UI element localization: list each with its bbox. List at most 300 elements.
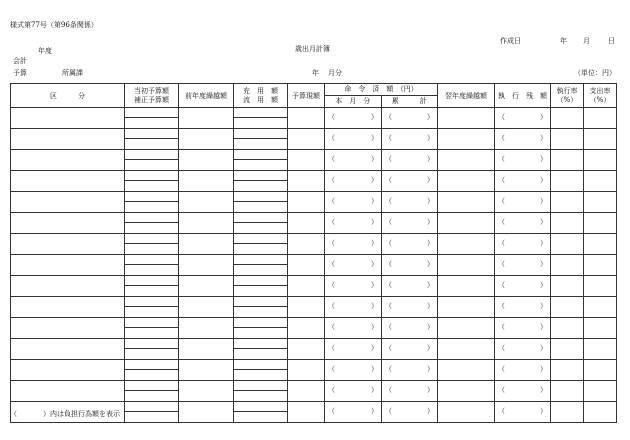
paren-open: （ xyxy=(385,260,392,268)
table-row xyxy=(11,108,617,129)
paren-open: （ xyxy=(498,218,505,226)
cell-execution-rate[interactable] xyxy=(551,318,584,339)
cell-category[interactable] xyxy=(11,192,125,213)
cell-prior-year-carryover[interactable] xyxy=(179,108,234,129)
cell-expenditure-rate[interactable] xyxy=(584,360,617,381)
cell-appropriation-diversion[interactable] xyxy=(234,318,288,339)
header-expenditure-rate: 支出率 （%） xyxy=(584,84,617,108)
paren-open: （ xyxy=(328,176,335,184)
cell-this-month[interactable] xyxy=(325,108,382,129)
footer-note xyxy=(10,411,120,418)
cell-next-year-carryover[interactable] xyxy=(438,276,495,297)
cell-prior-year-carryover[interactable] xyxy=(179,339,234,360)
cell-expenditure-rate[interactable] xyxy=(584,255,617,276)
paren-open: （ xyxy=(385,197,392,205)
paren-close: ） xyxy=(540,113,547,121)
paren-close: ） xyxy=(427,281,434,289)
paren-close: ） xyxy=(427,344,434,352)
cell-next-year-carryover[interactable] xyxy=(438,171,495,192)
paren-open: （ xyxy=(498,302,505,310)
table-row xyxy=(11,171,617,192)
table-row xyxy=(11,318,617,339)
cell-budget-initial-supplementary[interactable] xyxy=(125,381,179,402)
paren-close: ） xyxy=(540,365,547,373)
paren-close: ） xyxy=(540,302,547,310)
cell-budget-initial-supplementary[interactable] xyxy=(125,255,179,276)
cell-budget-initial-supplementary[interactable] xyxy=(125,339,179,360)
cell-execution-balance[interactable] xyxy=(495,402,551,423)
cell-cumulative[interactable] xyxy=(382,234,438,255)
cell-category[interactable] xyxy=(11,234,125,255)
header-cumulative: 累 計 xyxy=(391,97,427,105)
created-month-unit: 月 xyxy=(583,37,590,45)
cell-execution-rate[interactable] xyxy=(551,108,584,129)
cell-execution-rate[interactable] xyxy=(551,129,584,150)
paren-close: ） xyxy=(540,155,547,163)
cell-next-year-carryover[interactable] xyxy=(438,192,495,213)
paren-close: ） xyxy=(371,218,378,226)
cell-category[interactable] xyxy=(11,381,125,402)
paren-open: （ xyxy=(385,155,392,163)
cell-expenditure-rate[interactable] xyxy=(584,339,617,360)
cell-execution-balance[interactable] xyxy=(495,276,551,297)
table-row xyxy=(11,255,617,276)
cell-prior-year-carryover[interactable] xyxy=(179,234,234,255)
cell-prior-year-carryover[interactable] xyxy=(179,129,234,150)
paren-close: ） xyxy=(427,323,434,331)
cell-expenditure-rate[interactable] xyxy=(584,318,617,339)
cell-this-month[interactable] xyxy=(325,402,382,423)
cell-execution-rate[interactable] xyxy=(551,234,584,255)
paren-close: ） xyxy=(427,386,434,394)
paren-close: ） xyxy=(427,176,434,184)
paren-open: （ xyxy=(328,344,335,352)
paren-open: （ xyxy=(498,155,505,163)
cell-expenditure-rate[interactable] xyxy=(584,276,617,297)
cell-next-year-carryover[interactable] xyxy=(438,129,495,150)
table-row xyxy=(11,339,617,360)
cell-this-month[interactable] xyxy=(325,171,382,192)
cell-category[interactable] xyxy=(11,150,125,171)
paren-close: ） xyxy=(540,134,547,142)
cell-budget-initial-supplementary[interactable] xyxy=(125,318,179,339)
cell-current-budget[interactable] xyxy=(288,381,325,402)
cell-category[interactable] xyxy=(11,171,125,192)
cell-next-year-carryover[interactable] xyxy=(438,402,495,423)
cell-next-year-carryover[interactable] xyxy=(438,339,495,360)
cell-cumulative[interactable] xyxy=(382,360,438,381)
cell-execution-balance[interactable] xyxy=(495,318,551,339)
cell-expenditure-rate[interactable] xyxy=(584,402,617,423)
cell-cumulative[interactable] xyxy=(382,255,438,276)
paren-open: （ xyxy=(328,386,335,394)
paren-open: （ xyxy=(328,218,335,226)
cell-budget-initial-supplementary[interactable] xyxy=(125,129,179,150)
created-year-unit: 年 xyxy=(560,37,567,45)
paren-close: ） xyxy=(427,365,434,373)
paren-open: （ xyxy=(385,386,392,394)
cell-next-year-carryover[interactable] xyxy=(438,255,495,276)
cell-appropriation-diversion[interactable] xyxy=(234,213,288,234)
paren-open: （ xyxy=(498,260,505,268)
cell-expenditure-rate[interactable] xyxy=(584,192,617,213)
page-title: 歳出月計簿 xyxy=(295,45,330,53)
paren-open: （ xyxy=(498,344,505,352)
cell-appropriation-diversion[interactable] xyxy=(234,108,288,129)
cell-cumulative[interactable] xyxy=(382,150,438,171)
cell-category[interactable] xyxy=(11,297,125,318)
cell-cumulative[interactable] xyxy=(382,192,438,213)
cell-this-month[interactable] xyxy=(325,297,382,318)
cell-next-year-carryover[interactable] xyxy=(438,297,495,318)
period-month-label: 月分 xyxy=(328,69,342,77)
paren-open: （ xyxy=(328,113,335,121)
paren-open: （ xyxy=(328,365,335,373)
cell-category[interactable] xyxy=(11,108,125,129)
cell-budget-initial-supplementary[interactable] xyxy=(125,360,179,381)
cell-prior-year-carryover[interactable] xyxy=(179,381,234,402)
paren-close: ） xyxy=(540,323,547,331)
header-appropriation-diversion: 充 用 額 流 用 額 xyxy=(234,84,288,108)
cell-prior-year-carryover[interactable] xyxy=(179,171,234,192)
cell-budget-initial-supplementary[interactable] xyxy=(125,276,179,297)
footer-note-paren-close: ） xyxy=(43,410,50,418)
cell-this-month[interactable] xyxy=(325,318,382,339)
cell-cumulative[interactable] xyxy=(382,297,438,318)
cell-expenditure-rate[interactable] xyxy=(584,129,617,150)
cell-current-budget[interactable] xyxy=(288,129,325,150)
cell-appropriation-diversion[interactable] xyxy=(234,360,288,381)
paren-open: （ xyxy=(328,323,335,331)
cell-expenditure-rate[interactable] xyxy=(584,108,617,129)
paren-close: ） xyxy=(427,218,434,226)
cell-expenditure-rate[interactable] xyxy=(584,381,617,402)
cell-execution-balance[interactable] xyxy=(495,297,551,318)
header-category: 区 分 xyxy=(11,84,125,108)
cell-appropriation-diversion[interactable] xyxy=(234,402,288,423)
cell-execution-rate[interactable] xyxy=(551,213,584,234)
cell-this-month[interactable] xyxy=(325,192,382,213)
cell-appropriation-diversion[interactable] xyxy=(234,339,288,360)
cell-execution-rate[interactable] xyxy=(551,297,584,318)
cell-appropriation-diversion[interactable] xyxy=(234,381,288,402)
cell-budget-initial-supplementary[interactable] xyxy=(125,234,179,255)
paren-close: ） xyxy=(371,239,378,247)
cell-execution-balance[interactable] xyxy=(495,108,551,129)
cell-execution-balance[interactable] xyxy=(495,213,551,234)
cell-execution-rate[interactable] xyxy=(551,339,584,360)
cell-expenditure-rate[interactable] xyxy=(584,234,617,255)
paren-open: （ xyxy=(385,239,392,247)
cell-expenditure-rate[interactable] xyxy=(584,213,617,234)
cell-this-month[interactable] xyxy=(325,381,382,402)
cell-cumulative[interactable] xyxy=(382,276,438,297)
cell-this-month[interactable] xyxy=(325,234,382,255)
paren-close: ） xyxy=(371,197,378,205)
paren-open: （ xyxy=(385,134,392,142)
cell-appropriation-diversion[interactable] xyxy=(234,192,288,213)
cell-prior-year-carryover[interactable] xyxy=(179,276,234,297)
cell-execution-rate[interactable] xyxy=(551,255,584,276)
paren-close: ） xyxy=(427,407,434,415)
table-row xyxy=(11,360,617,381)
paren-open: （ xyxy=(498,407,505,415)
header-next-year-carryover: 翌年度繰越額 xyxy=(438,84,495,108)
ledger-table xyxy=(10,83,617,423)
cell-next-year-carryover[interactable] xyxy=(438,108,495,129)
paren-open: （ xyxy=(328,407,335,415)
ledger-body xyxy=(11,108,617,423)
paren-close: ） xyxy=(371,365,378,373)
cell-current-budget[interactable] xyxy=(288,171,325,192)
cell-prior-year-carryover[interactable] xyxy=(179,318,234,339)
cell-expenditure-rate[interactable] xyxy=(584,171,617,192)
account-label: 会計 xyxy=(13,57,27,65)
paren-close: ） xyxy=(427,302,434,310)
cell-execution-rate[interactable] xyxy=(551,171,584,192)
paren-open: （ xyxy=(385,113,392,121)
paren-open: （ xyxy=(498,365,505,373)
paren-close: ） xyxy=(371,386,378,394)
paren-close: ） xyxy=(371,323,378,331)
paren-open: （ xyxy=(385,281,392,289)
cell-current-budget[interactable] xyxy=(288,255,325,276)
paren-open: （ xyxy=(385,302,392,310)
budget-label: 予算 xyxy=(13,69,27,77)
cell-prior-year-carryover[interactable] xyxy=(179,150,234,171)
cell-current-budget[interactable] xyxy=(288,192,325,213)
cell-execution-rate[interactable] xyxy=(551,381,584,402)
cell-execution-rate[interactable] xyxy=(551,276,584,297)
paren-close: ） xyxy=(371,134,378,142)
paren-close: ） xyxy=(371,155,378,163)
cell-budget-initial-supplementary[interactable] xyxy=(125,213,179,234)
cell-execution-balance[interactable] xyxy=(495,339,551,360)
footer-note-paren-open: （ xyxy=(10,410,17,418)
cell-appropriation-diversion[interactable] xyxy=(234,129,288,150)
cell-this-month[interactable] xyxy=(325,276,382,297)
cell-appropriation-diversion[interactable] xyxy=(234,297,288,318)
paren-close: ） xyxy=(540,344,547,352)
cell-expenditure-rate[interactable] xyxy=(584,150,617,171)
paren-open: （ xyxy=(328,239,335,247)
cell-cumulative[interactable] xyxy=(382,129,438,150)
header-prior-year-carryover: 前年度繰越額 xyxy=(179,84,234,108)
cell-budget-initial-supplementary[interactable] xyxy=(125,150,179,171)
cell-next-year-carryover[interactable] xyxy=(438,360,495,381)
cell-budget-initial-supplementary[interactable] xyxy=(125,108,179,129)
cell-current-budget[interactable] xyxy=(288,234,325,255)
cell-current-budget[interactable] xyxy=(288,318,325,339)
cell-next-year-carryover[interactable] xyxy=(438,150,495,171)
header-order-completed xyxy=(325,84,438,108)
cell-appropriation-diversion[interactable] xyxy=(234,234,288,255)
paren-close: ） xyxy=(540,281,547,289)
cell-appropriation-diversion[interactable] xyxy=(234,255,288,276)
paren-close: ） xyxy=(540,407,547,415)
paren-close: ） xyxy=(371,407,378,415)
cell-execution-balance[interactable] xyxy=(495,255,551,276)
paren-open: （ xyxy=(498,113,505,121)
paren-open: （ xyxy=(385,344,392,352)
paren-open: （ xyxy=(498,239,505,247)
paren-open: （ xyxy=(498,176,505,184)
paren-open: （ xyxy=(385,365,392,373)
cell-category[interactable] xyxy=(11,213,125,234)
paren-open: （ xyxy=(328,155,335,163)
paren-open: （ xyxy=(498,134,505,142)
paren-close: ） xyxy=(540,260,547,268)
paren-close: ） xyxy=(427,197,434,205)
paren-close: ） xyxy=(371,302,378,310)
table-row xyxy=(11,276,617,297)
paren-open: （ xyxy=(328,260,335,268)
fiscal-year-label: 年度 xyxy=(38,47,52,55)
table-row xyxy=(11,213,617,234)
cell-cumulative[interactable] xyxy=(382,318,438,339)
cell-prior-year-carryover[interactable] xyxy=(179,402,234,423)
cell-current-budget[interactable] xyxy=(288,213,325,234)
paren-open: （ xyxy=(498,281,505,289)
cell-this-month[interactable] xyxy=(325,360,382,381)
cell-execution-rate[interactable] xyxy=(551,150,584,171)
paren-close: ） xyxy=(371,113,378,121)
cell-budget-initial-supplementary[interactable] xyxy=(125,171,179,192)
paren-close: ） xyxy=(540,239,547,247)
cell-appropriation-diversion[interactable] xyxy=(234,150,288,171)
cell-appropriation-diversion[interactable] xyxy=(234,171,288,192)
cell-this-month[interactable] xyxy=(325,255,382,276)
cell-budget-initial-supplementary[interactable] xyxy=(125,192,179,213)
header-budget-initial-supplementary: 当初予算額 補正予算額 xyxy=(125,84,179,108)
paren-close: ） xyxy=(427,260,434,268)
created-day-unit: 日 xyxy=(608,37,615,45)
cell-execution-balance[interactable] xyxy=(495,360,551,381)
cell-execution-rate[interactable] xyxy=(551,192,584,213)
paren-open: （ xyxy=(328,302,335,310)
paren-close: ） xyxy=(540,386,547,394)
header-current-budget: 予算現額 xyxy=(288,84,325,108)
cell-current-budget[interactable] xyxy=(288,150,325,171)
cell-prior-year-carryover[interactable] xyxy=(179,213,234,234)
paren-close: ） xyxy=(540,218,547,226)
table-row xyxy=(11,234,617,255)
cell-next-year-carryover[interactable] xyxy=(438,234,495,255)
cell-current-budget[interactable] xyxy=(288,402,325,423)
cell-cumulative[interactable] xyxy=(382,402,438,423)
cell-cumulative[interactable] xyxy=(382,108,438,129)
cell-execution-balance[interactable] xyxy=(495,150,551,171)
paren-open: （ xyxy=(328,134,335,142)
cell-prior-year-carryover[interactable] xyxy=(179,255,234,276)
paren-open: （ xyxy=(498,323,505,331)
cell-prior-year-carryover[interactable] xyxy=(179,192,234,213)
cell-current-budget[interactable] xyxy=(288,297,325,318)
header-execution-rate: 執行率 （%） xyxy=(551,84,584,108)
paren-close: ） xyxy=(540,197,547,205)
cell-this-month[interactable] xyxy=(325,213,382,234)
paren-close: ） xyxy=(427,239,434,247)
period-year-label: 年 xyxy=(312,69,319,77)
cell-execution-rate[interactable] xyxy=(551,402,584,423)
cell-appropriation-diversion[interactable] xyxy=(234,276,288,297)
unit-note: （単位：円） xyxy=(574,69,616,77)
paren-close: ） xyxy=(371,176,378,184)
cell-prior-year-carryover[interactable] xyxy=(179,297,234,318)
form-number: 様式第77号（第96条関係） xyxy=(10,21,98,29)
table-header-row xyxy=(11,84,617,108)
cell-budget-initial-supplementary[interactable] xyxy=(125,297,179,318)
cell-next-year-carryover[interactable] xyxy=(438,381,495,402)
cell-category[interactable] xyxy=(11,318,125,339)
cell-execution-balance[interactable] xyxy=(495,129,551,150)
cell-category[interactable] xyxy=(11,129,125,150)
cell-next-year-carryover[interactable] xyxy=(438,213,495,234)
department-label: 所属課 xyxy=(62,69,83,77)
cell-category[interactable] xyxy=(11,360,125,381)
cell-cumulative[interactable] xyxy=(382,381,438,402)
footer-note-text: 内は負担行為額を表示 xyxy=(50,410,120,418)
paren-open: （ xyxy=(385,218,392,226)
header-execution-balance: 執 行 残 額 xyxy=(495,84,551,108)
paren-open: （ xyxy=(328,281,335,289)
cell-cumulative[interactable] xyxy=(382,171,438,192)
cell-execution-rate[interactable] xyxy=(551,360,584,381)
cell-execution-balance[interactable] xyxy=(495,192,551,213)
cell-this-month[interactable] xyxy=(325,129,382,150)
paren-close: ） xyxy=(427,134,434,142)
cell-current-budget[interactable] xyxy=(288,360,325,381)
cell-cumulative[interactable] xyxy=(382,213,438,234)
paren-open: （ xyxy=(385,407,392,415)
paren-close: ） xyxy=(540,176,547,184)
paren-close: ） xyxy=(371,344,378,352)
cell-cumulative[interactable] xyxy=(382,339,438,360)
cell-budget-initial-supplementary[interactable] xyxy=(125,402,179,423)
paren-open: （ xyxy=(498,197,505,205)
table-row xyxy=(11,150,617,171)
table-row xyxy=(11,192,617,213)
paren-open: （ xyxy=(385,176,392,184)
cell-category[interactable] xyxy=(11,255,125,276)
created-date-label: 作成日 xyxy=(500,37,521,45)
table-row xyxy=(11,381,617,402)
paren-open: （ xyxy=(498,386,505,394)
paren-close: ） xyxy=(427,113,434,121)
cell-current-budget[interactable] xyxy=(288,339,325,360)
cell-next-year-carryover[interactable] xyxy=(438,318,495,339)
cell-expenditure-rate[interactable] xyxy=(584,297,617,318)
cell-prior-year-carryover[interactable] xyxy=(179,360,234,381)
cell-execution-balance[interactable] xyxy=(495,234,551,255)
cell-this-month[interactable] xyxy=(325,339,382,360)
header-order-completed-label: 命 令 済 額 （円） xyxy=(325,84,437,96)
cell-current-budget[interactable] xyxy=(288,108,325,129)
table-row xyxy=(11,129,617,150)
paren-close: ） xyxy=(427,155,434,163)
cell-current-budget[interactable] xyxy=(288,276,325,297)
cell-this-month[interactable] xyxy=(325,150,382,171)
cell-category[interactable] xyxy=(11,276,125,297)
paren-close: ） xyxy=(371,281,378,289)
table-row xyxy=(11,297,617,318)
cell-execution-balance[interactable] xyxy=(495,381,551,402)
cell-category[interactable] xyxy=(11,339,125,360)
paren-close: ） xyxy=(371,260,378,268)
cell-execution-balance[interactable] xyxy=(495,171,551,192)
header-this-month: 本 月 分 xyxy=(325,96,382,107)
paren-open: （ xyxy=(328,197,335,205)
